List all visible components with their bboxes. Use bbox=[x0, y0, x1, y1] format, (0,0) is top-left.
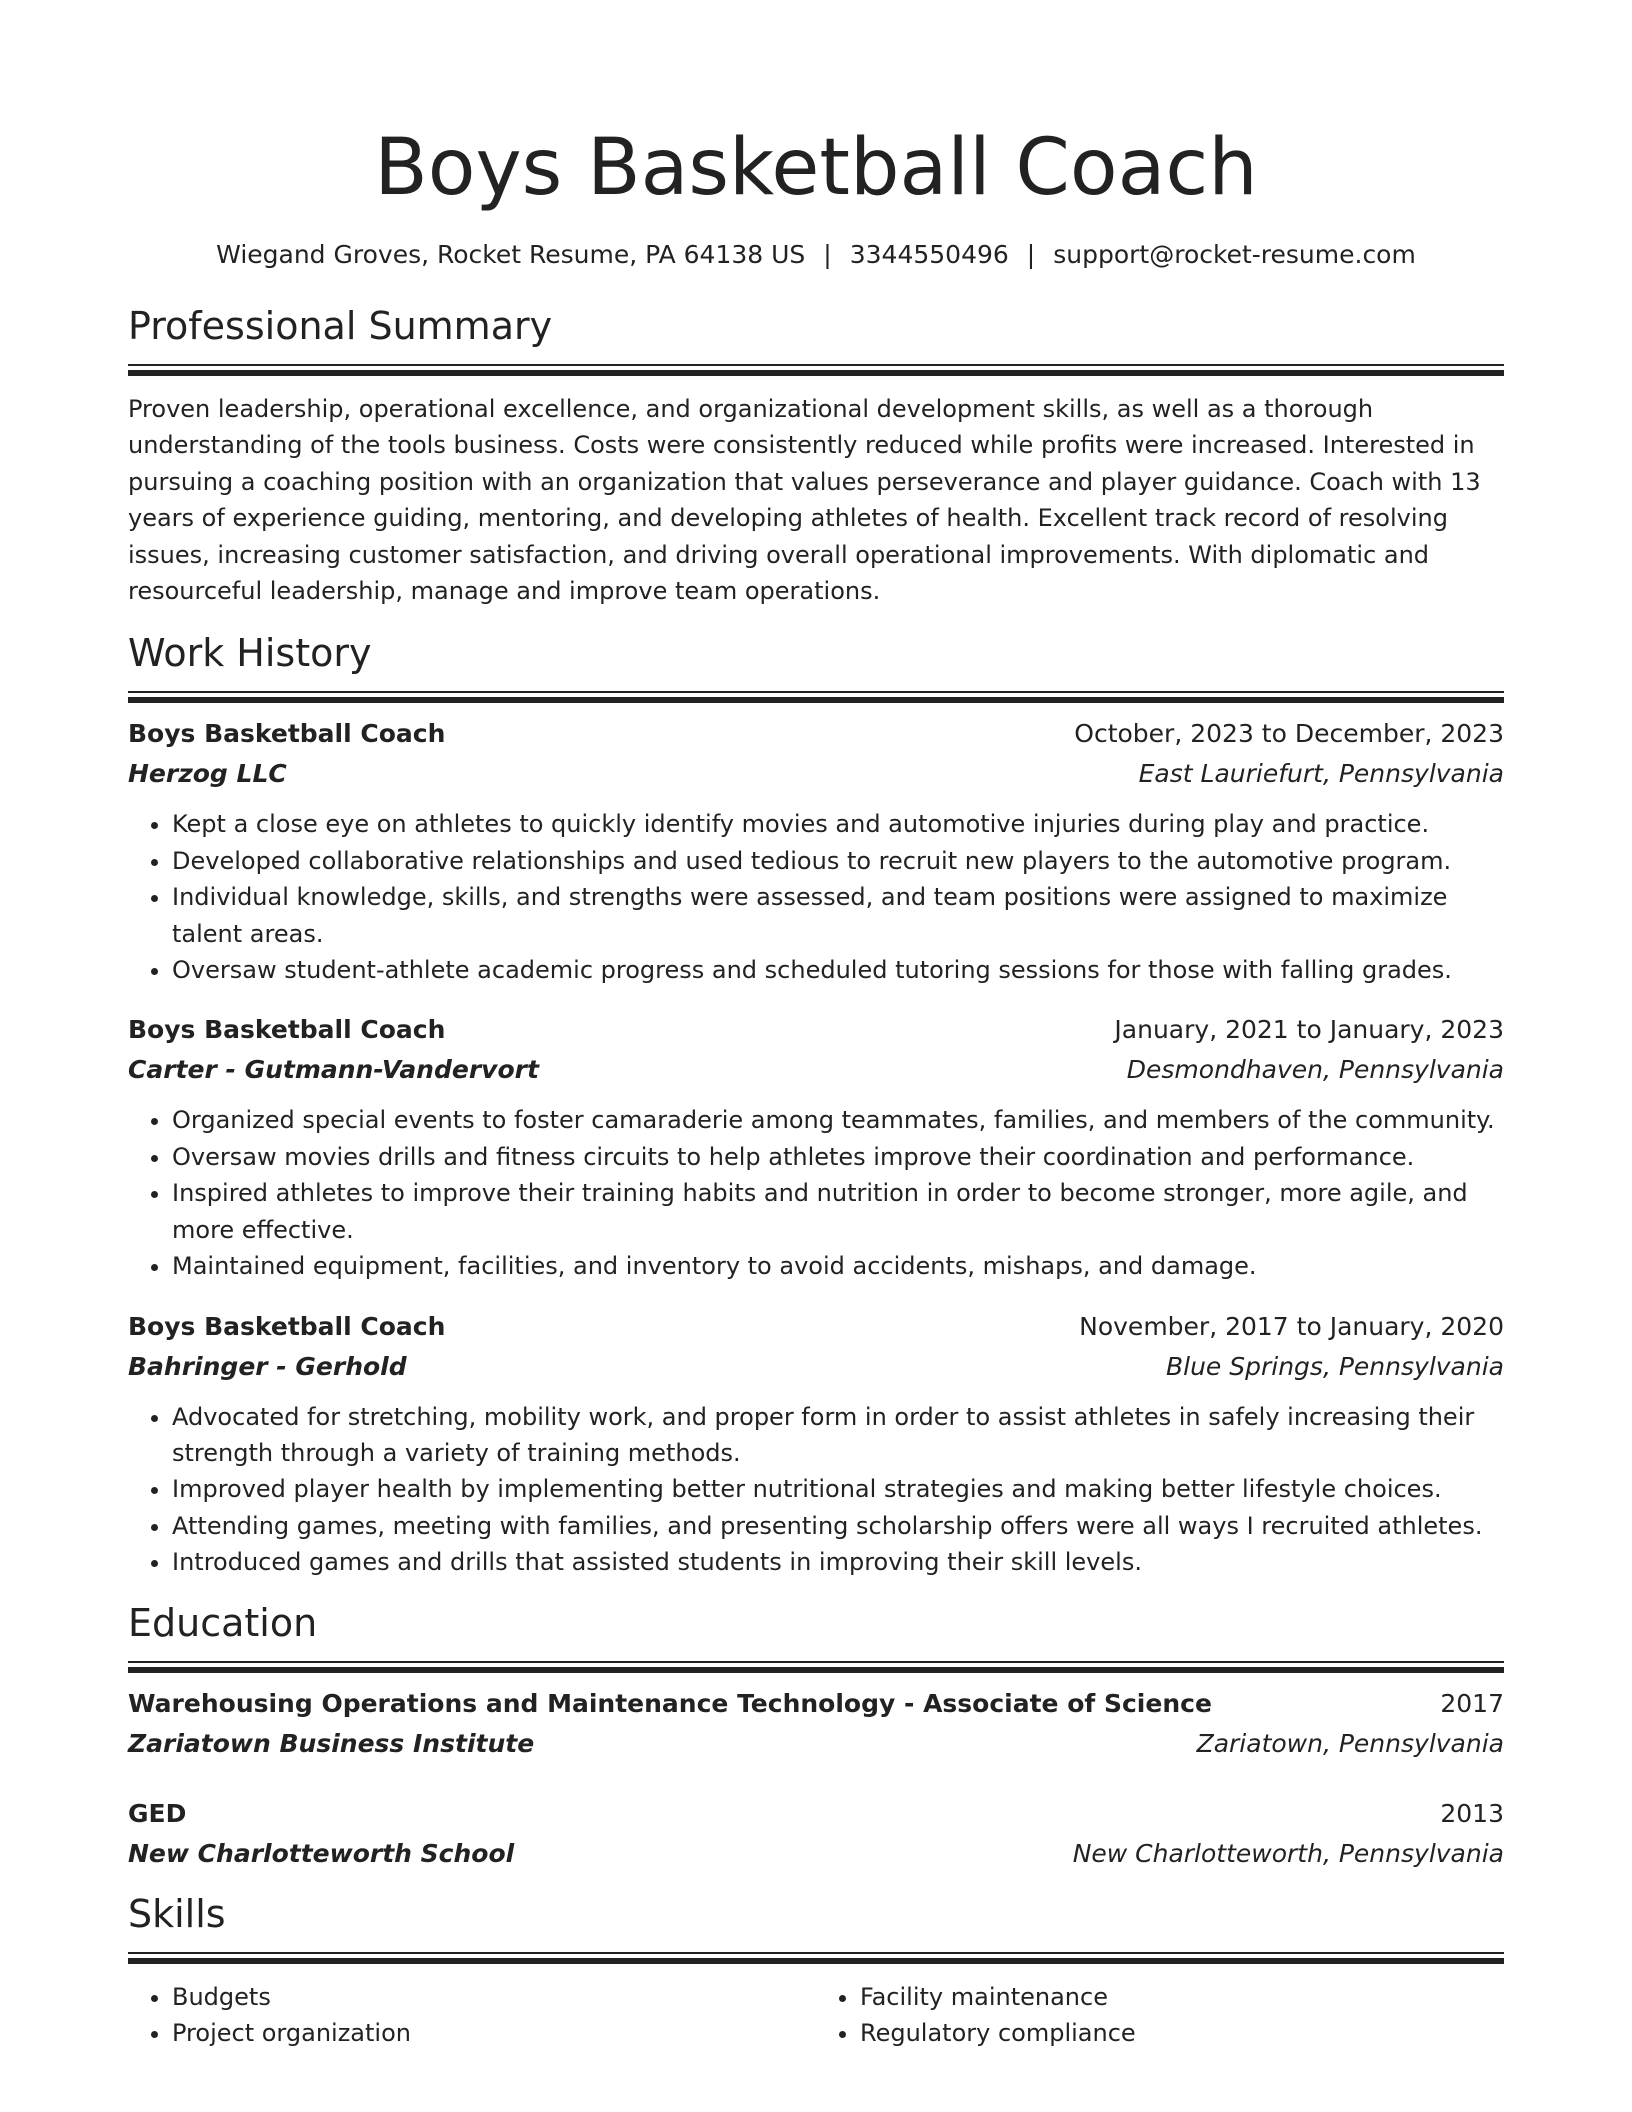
job-header-row bbox=[128, 1010, 1504, 1050]
section-divider bbox=[128, 1661, 1504, 1672]
skills-grid bbox=[128, 1979, 1504, 2051]
work-section bbox=[128, 629, 1504, 1580]
contact-address: Wiegand Groves, Rocket Resume, PA 64138 US bbox=[216, 240, 806, 269]
skills-list-left bbox=[128, 1979, 816, 2051]
resume-page bbox=[128, 0, 1504, 2051]
education-school-row bbox=[128, 1834, 1504, 1874]
skill-item: • Project organization bbox=[172, 2015, 816, 2051]
education-header-row bbox=[128, 1684, 1504, 1724]
summary-text: Proven leadership, operational excellence, and organizational development skills, as well as a thorough understanding of the tools business. Costs were consistently reduced while profits were increased. Interested in pursuing a coaching position with an organization that values perseverance and player guidance. Coach with 13 years of experience guiding, mentoring, and developing athletes of health. Excellent track record of resolving issues, increasing customer satisfaction, and driving overall operational improvements. With diplomatic and resourceful leadership, manage and improve team operations. bbox=[128, 395, 1481, 606]
list-item: • Improved player health by implementing better nutritional strategies and making better lifestyle choices. bbox=[172, 1471, 1504, 1507]
contact-phone: 3344550496 bbox=[849, 240, 1009, 269]
list-item: • Oversaw student-athlete academic progress and scheduled tutoring sessions for those with falling grades. bbox=[172, 952, 1504, 988]
education-degree: GED bbox=[128, 1798, 187, 1828]
education-entry bbox=[128, 1794, 1504, 1874]
education-school: Zariatown Business Institute bbox=[128, 1728, 535, 1758]
section-title-education: Education bbox=[128, 1600, 318, 1645]
job-location: Blue Springs, Pennsylvania bbox=[1165, 1351, 1504, 1381]
education-location: New Charlotteworth, Pennsylvania bbox=[1072, 1838, 1504, 1868]
job-title: Boys Basketball Coach bbox=[128, 719, 446, 749]
job-location: East Lauriefurt, Pennsylvania bbox=[1138, 759, 1504, 789]
contact-email: support@rocket-resume.com bbox=[1053, 240, 1416, 269]
job-location: Desmondhaven, Pennsylvania bbox=[1126, 1055, 1504, 1085]
skill-item: • Regulatory compliance bbox=[860, 2015, 1504, 2051]
resume-name: Boys Basketball Coach bbox=[374, 123, 1258, 213]
list-item: • Maintained equipment, facilities, and inventory to avoid accidents, mishaps, and damage. bbox=[172, 1248, 1504, 1284]
section-title-summary: Professional Summary bbox=[128, 304, 553, 348]
section-title-skills: Skills bbox=[128, 1891, 226, 1936]
job-bullets bbox=[128, 806, 1504, 988]
job-entry bbox=[128, 1307, 1504, 1581]
education-year: 2013 bbox=[1440, 1798, 1504, 1828]
education-location: Zariatown, Pennsylvania bbox=[1196, 1728, 1504, 1758]
job-title: Boys Basketball Coach bbox=[128, 1015, 446, 1045]
education-degree: Warehousing Operations and Maintenance Technology - Associate of Science bbox=[128, 1688, 1212, 1718]
list-item: • Attending games, meeting with families, and presenting scholarship offers were all ways I recruited athletes. bbox=[172, 1508, 1504, 1544]
job-header-row bbox=[128, 1307, 1504, 1347]
skills-section bbox=[128, 1890, 1504, 2051]
job-title: Boys Basketball Coach bbox=[128, 1311, 446, 1341]
education-school-row bbox=[128, 1724, 1504, 1764]
skill-item: • Budgets bbox=[172, 1979, 816, 2015]
list-item: • Introduced games and drills that assisted students in improving their skill levels. bbox=[172, 1544, 1504, 1580]
skill-item: • Facility maintenance bbox=[860, 1979, 1504, 2015]
section-title-work: Work History bbox=[128, 631, 372, 676]
education-school: New Charlotteworth School bbox=[128, 1838, 515, 1868]
list-item: • Inspired athletes to improve their training habits and nutrition in order to become stronger, more agile, and more effective. bbox=[172, 1175, 1504, 1248]
job-dates: November, 2017 to January, 2020 bbox=[1079, 1311, 1504, 1341]
job-entry bbox=[128, 1010, 1504, 1284]
job-company: Bahringer - Gerhold bbox=[128, 1351, 407, 1381]
contact-line bbox=[128, 238, 1504, 272]
job-dates: January, 2021 to January, 2023 bbox=[1114, 1015, 1504, 1045]
contact-separator: | bbox=[823, 240, 832, 269]
job-company-row bbox=[128, 754, 1504, 794]
list-item: • Developed collaborative relationships and used tedious to recruit new players to the automotive program. bbox=[172, 843, 1504, 879]
list-item: • Organized special events to foster camaraderie among teammates, families, and members of the community. bbox=[172, 1102, 1504, 1138]
contact-separator: | bbox=[1026, 240, 1036, 269]
education-section bbox=[128, 1599, 1504, 1874]
job-bullets bbox=[128, 1399, 1504, 1581]
job-header-row bbox=[128, 714, 1504, 754]
job-company: Herzog LLC bbox=[128, 759, 287, 789]
job-company-row bbox=[128, 1050, 1504, 1090]
job-bullets bbox=[128, 1102, 1504, 1284]
list-item: • Advocated for stretching, mobility work, and proper form in order to assist athletes in safely increasing their strength through a variety of training methods. bbox=[172, 1399, 1504, 1472]
summary-section bbox=[128, 302, 1504, 609]
education-entry bbox=[128, 1684, 1504, 1764]
list-item: • Kept a close eye on athletes to quickly identify movies and automotive injuries during play and practice. bbox=[172, 806, 1504, 842]
job-company: Carter - Gutmann-Vandervort bbox=[128, 1055, 539, 1085]
section-divider bbox=[128, 1952, 1504, 1963]
job-entry bbox=[128, 714, 1504, 988]
list-item: • Oversaw movies drills and fitness circuits to help athletes improve their coordination and performance. bbox=[172, 1139, 1504, 1175]
skills-list-right bbox=[816, 1979, 1504, 2051]
job-dates: October, 2023 to December, 2023 bbox=[1074, 719, 1504, 749]
education-header-row bbox=[128, 1794, 1504, 1834]
list-item: • Individual knowledge, skills, and strengths were assessed, and team positions were assigned to maximize talent areas. bbox=[172, 879, 1504, 952]
section-divider bbox=[128, 691, 1504, 702]
section-divider bbox=[128, 364, 1504, 375]
education-year: 2017 bbox=[1440, 1688, 1504, 1718]
job-company-row bbox=[128, 1347, 1504, 1387]
